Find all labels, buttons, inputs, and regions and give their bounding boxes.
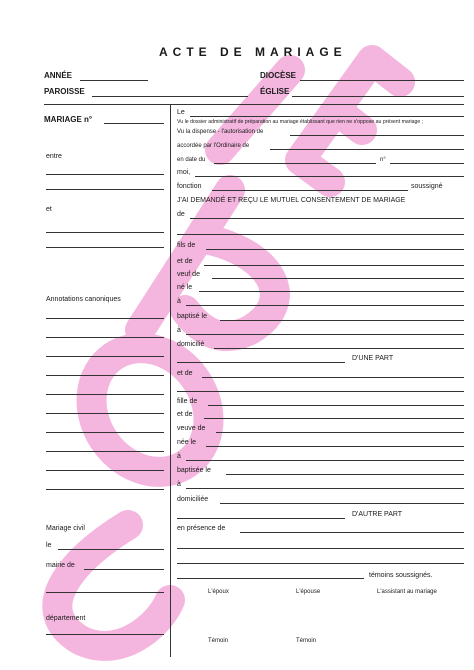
eglise-field[interactable]	[292, 96, 464, 97]
annotation-line[interactable]	[46, 451, 164, 452]
mariage-no-field[interactable]	[104, 123, 164, 124]
mariage-no-label: MARIAGE n°	[44, 115, 93, 124]
groom-mother-field[interactable]	[204, 265, 464, 266]
annotation-line[interactable]	[46, 413, 164, 414]
paroisse-label: PAROISSE	[44, 87, 85, 96]
une-part-label: D'UNE PART	[352, 355, 394, 362]
groom-veuf-de-label: veuf de	[177, 271, 200, 278]
annotation-line[interactable]	[46, 337, 164, 338]
civil-date-field[interactable]	[58, 549, 164, 550]
groom-et-de-label: et de	[177, 258, 193, 265]
moi-field[interactable]	[195, 176, 464, 177]
dossier-text: Vu le dossier administratif de préparation au mariage établissant que rien ne s'oppose au présent mariage ;	[177, 119, 424, 125]
mairie-line-2[interactable]	[46, 592, 164, 593]
de-label: de	[177, 211, 185, 218]
groom-a2-label: à	[177, 327, 181, 334]
annotation-line[interactable]	[46, 470, 164, 471]
groom-name-line-2[interactable]	[177, 234, 464, 235]
bride-address-field[interactable]	[220, 503, 464, 504]
groom-baptism-date-field[interactable]	[220, 320, 464, 321]
temoin-2-signature-label: Témoin	[296, 638, 317, 644]
bride-a2-label: à	[177, 481, 181, 488]
bride-veuve-de-label: veuve de	[177, 425, 206, 432]
groom-birthdate-field[interactable]	[199, 291, 464, 292]
eglise-label: ÉGLISE	[260, 87, 290, 96]
entre-label: entre	[46, 153, 62, 160]
dispense-label: Vu la dispense - l'autorisation de	[177, 129, 264, 135]
mariage-civil-label: Mariage civil	[46, 525, 85, 532]
bride-name-field[interactable]	[202, 377, 464, 378]
groom-a-label: à	[177, 298, 181, 305]
bride-a-label: à	[177, 453, 181, 460]
bride-mother-field[interactable]	[204, 418, 464, 419]
bride-et-de-label: et de	[177, 411, 193, 418]
groom-address-field[interactable]	[214, 348, 464, 349]
fonction-field[interactable]	[212, 190, 408, 191]
autre-part-label: D'AUTRE PART	[352, 511, 403, 518]
annotation-line[interactable]	[46, 356, 164, 357]
document-title: ACTE DE MARIAGE	[159, 45, 347, 59]
fonction-label: fonction	[177, 183, 202, 190]
temoins-label: témoins soussignés.	[369, 572, 433, 579]
bride-fille-de-label: fille de	[177, 398, 198, 405]
paroisse-field[interactable]	[92, 96, 248, 97]
numero-label: n°	[380, 157, 386, 163]
et-line-2[interactable]	[46, 247, 164, 248]
diocese-field[interactable]	[300, 80, 464, 81]
et-de-label: et de	[177, 370, 193, 377]
epoux-signature-label: L'époux	[208, 589, 229, 595]
diocese-label: DIOCÈSE	[260, 71, 297, 80]
annotation-line[interactable]	[46, 489, 164, 490]
annotations-label: Annotations canoniques	[46, 296, 121, 303]
groom-veuf-field[interactable]	[212, 278, 464, 279]
watermark-letter-p	[140, 190, 275, 336]
bride-baptism-date-field[interactable]	[226, 474, 464, 475]
mairie-field[interactable]	[84, 569, 164, 570]
witnesses-line-4[interactable]	[177, 578, 364, 579]
groom-baptise-label: baptisé le	[177, 313, 207, 320]
departement-field[interactable]	[46, 634, 164, 635]
et-label: et	[46, 206, 52, 213]
bride-baptism-place-field[interactable]	[186, 488, 464, 489]
entre-line-1[interactable]	[46, 174, 164, 175]
temoin-1-signature-label: Témoin	[208, 638, 229, 644]
header-divider	[44, 104, 464, 105]
annotation-line[interactable]	[46, 394, 164, 395]
groom-name-field[interactable]	[190, 218, 464, 219]
accordee-label: accordée par l'Ordinaire de	[177, 143, 250, 149]
watermark-letter-c	[57, 525, 170, 646]
bride-domiciliee-label: domiciliée	[177, 496, 209, 503]
numero-field[interactable]	[390, 163, 464, 164]
groom-ne-le-label: né le	[177, 284, 193, 291]
bride-address-line-2[interactable]	[177, 518, 345, 519]
dispense-field[interactable]	[290, 135, 464, 136]
et-line-1[interactable]	[46, 232, 164, 233]
groom-address-line-2[interactable]	[177, 362, 345, 363]
departement-label: département	[46, 615, 86, 622]
witnesses-line-2[interactable]	[177, 548, 464, 549]
bride-baptisee-label: baptisée le	[177, 467, 211, 474]
annotation-line[interactable]	[46, 375, 164, 376]
consentement-heading: J'AI DEMANDÉ ET REÇU LE MUTUEL CONSENTEMENT DE MARIAGE	[177, 197, 406, 204]
groom-domicilie-label: domicilié	[177, 341, 205, 348]
annee-field[interactable]	[80, 80, 148, 81]
epouse-signature-label: L'épouse	[296, 589, 321, 595]
column-divider	[170, 104, 171, 657]
right-date-field[interactable]	[190, 116, 464, 117]
bride-birthdate-field[interactable]	[206, 446, 464, 447]
bride-veuve-field[interactable]	[216, 432, 464, 433]
watermark-letter-i	[220, 70, 290, 150]
assistant-signature-label: L'assistant au mariage	[377, 589, 437, 595]
entre-line-2[interactable]	[46, 189, 164, 190]
mairie-label: mairie de	[46, 562, 75, 569]
annee-label: ANNÉE	[44, 71, 73, 80]
en-date-du-field[interactable]	[214, 163, 376, 164]
bride-birthplace-field[interactable]	[186, 460, 464, 461]
bride-name-line-2[interactable]	[177, 391, 464, 392]
annotation-line[interactable]	[46, 432, 164, 433]
groom-father-field[interactable]	[206, 249, 464, 250]
soussigne-label: soussigné	[411, 183, 443, 190]
accordee-field[interactable]	[270, 149, 464, 150]
groom-baptism-place-field[interactable]	[186, 334, 464, 335]
groom-fils-de-label: fils de	[177, 242, 196, 249]
annotation-line[interactable]	[46, 318, 164, 319]
en-presence-label: en présence de	[177, 525, 226, 532]
witnesses-field[interactable]	[240, 532, 464, 533]
civil-le-label: le	[46, 542, 52, 549]
witnesses-line-3[interactable]	[177, 563, 464, 564]
groom-birthplace-field[interactable]	[186, 305, 464, 306]
moi-label: moi,	[177, 169, 191, 176]
bride-nee-le-label: née le	[177, 439, 197, 446]
bride-father-field[interactable]	[208, 405, 464, 406]
right-le-label: Le	[177, 109, 185, 116]
en-date-du-label: en date du	[177, 157, 206, 163]
